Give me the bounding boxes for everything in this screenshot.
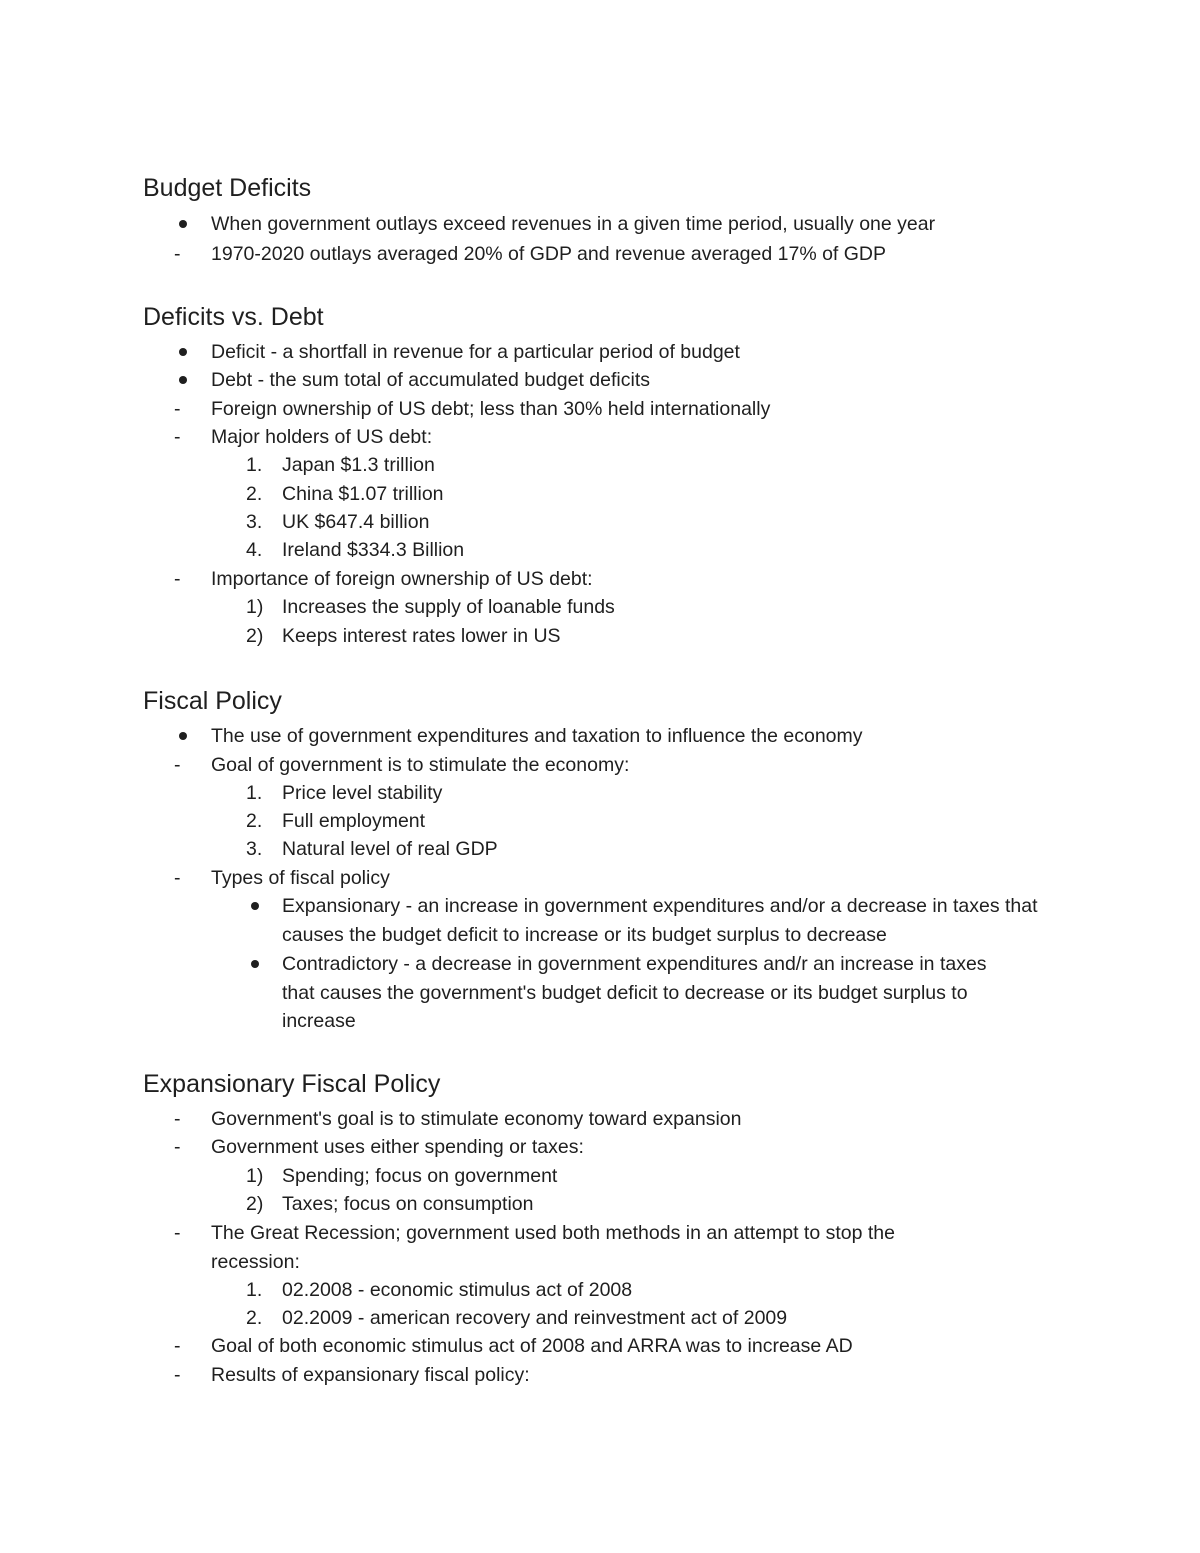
- list-item: 2) Keeps interest rates lower in US: [282, 622, 1102, 651]
- list-marker: 2.: [246, 810, 263, 832]
- list-item: Deficit - a shortfall in revenue for a particular period of budget: [211, 338, 1111, 367]
- section-heading-deficits-vs-debt: Deficits vs. Debt: [143, 303, 324, 331]
- list-marker: 1): [246, 596, 264, 618]
- list-marker: -: [174, 243, 181, 265]
- list-marker: -: [174, 398, 181, 420]
- list-item: 2. Full employment: [282, 807, 1102, 836]
- list-marker: 1): [246, 1165, 264, 1187]
- list-item: - Goal of both economic stimulus act of 2008 and ARRA was to increase AD: [211, 1332, 1111, 1361]
- list-item: - Importance of foreign ownership of US debt:: [211, 565, 1111, 594]
- list-marker: 1.: [246, 1279, 263, 1301]
- list-item: - Goal of government is to stimulate the economy:: [211, 751, 1111, 780]
- list-item: The use of government expenditures and taxation to influence the economy: [211, 722, 1111, 751]
- list-item: - The Great Recession; government used both methods in an attempt to stop the recession:: [211, 1219, 986, 1276]
- list-item: - 1970-2020 outlays averaged 20% of GDP and revenue averaged 17% of GDP: [211, 240, 1111, 269]
- list-marker: 2.: [246, 483, 263, 505]
- bullet-icon: [179, 220, 187, 228]
- list-marker: -: [174, 1222, 181, 1244]
- list-marker: -: [174, 867, 181, 889]
- list-marker: -: [174, 568, 181, 590]
- list-item: Contradictory - a decrease in government expenditures and/r an increase in taxes that causes the government's budget deficit to decrease or its budget surplus to increase: [282, 950, 1017, 1036]
- list-item: - Results of expansionary fiscal policy:: [211, 1361, 1111, 1390]
- list-item: Expansionary - an increase in government expenditures and/or a decrease in taxes that causes the budget deficit to increase or its budget surplus to decrease: [282, 892, 1057, 949]
- list-marker: -: [174, 1335, 181, 1357]
- list-item: - Government uses either spending or taxes:: [211, 1133, 1111, 1162]
- list-item: 4. Ireland $334.3 Billion: [282, 536, 1102, 565]
- bullet-icon: [179, 376, 187, 384]
- bullet-icon: [179, 348, 187, 356]
- bullet-icon: [251, 902, 259, 910]
- list-marker: -: [174, 1108, 181, 1130]
- list-item: 1) Spending; focus on government: [282, 1162, 1102, 1191]
- list-marker: 2): [246, 1193, 264, 1215]
- list-marker: 4.: [246, 539, 263, 561]
- list-marker: 1.: [246, 782, 263, 804]
- list-marker: -: [174, 754, 181, 776]
- list-item: 3. UK $647.4 billion: [282, 508, 1102, 537]
- list-item: 1) Increases the supply of loanable funds: [282, 593, 1102, 622]
- list-marker: -: [174, 1364, 181, 1386]
- list-item: 1. Price level stability: [282, 779, 1102, 808]
- bullet-icon: [179, 732, 187, 740]
- list-item: - Major holders of US debt:: [211, 423, 1111, 452]
- list-item: 1. Japan $1.3 trillion: [282, 451, 1102, 480]
- section-heading-fiscal-policy: Fiscal Policy: [143, 687, 282, 715]
- list-item: When government outlays exceed revenues in a given time period, usually one year: [211, 210, 1111, 239]
- list-item: - Foreign ownership of US debt; less than 30% held internationally: [211, 395, 1111, 424]
- section-heading-expansionary-fiscal-policy: Expansionary Fiscal Policy: [143, 1070, 441, 1098]
- list-marker: -: [174, 426, 181, 448]
- list-item: 2) Taxes; focus on consumption: [282, 1190, 1102, 1219]
- list-item: 2. China $1.07 trillion: [282, 480, 1102, 509]
- list-item: - Government's goal is to stimulate economy toward expansion: [211, 1105, 1111, 1134]
- list-item: 2. 02.2009 - american recovery and reinvestment act of 2009: [282, 1304, 1102, 1333]
- section-heading-budget-deficits: Budget Deficits: [143, 174, 312, 202]
- list-item: 3. Natural level of real GDP: [282, 835, 1102, 864]
- list-item: Debt - the sum total of accumulated budget deficits: [211, 366, 1111, 395]
- list-marker: 1.: [246, 454, 263, 476]
- list-marker: 2.: [246, 1307, 263, 1329]
- list-marker: 3.: [246, 838, 263, 860]
- bullet-icon: [251, 960, 259, 968]
- list-marker: -: [174, 1136, 181, 1158]
- list-marker: 2): [246, 625, 264, 647]
- list-item: 1. 02.2008 - economic stimulus act of 2008: [282, 1276, 1102, 1305]
- list-marker: 3.: [246, 511, 263, 533]
- list-item: - Types of fiscal policy: [211, 864, 1111, 893]
